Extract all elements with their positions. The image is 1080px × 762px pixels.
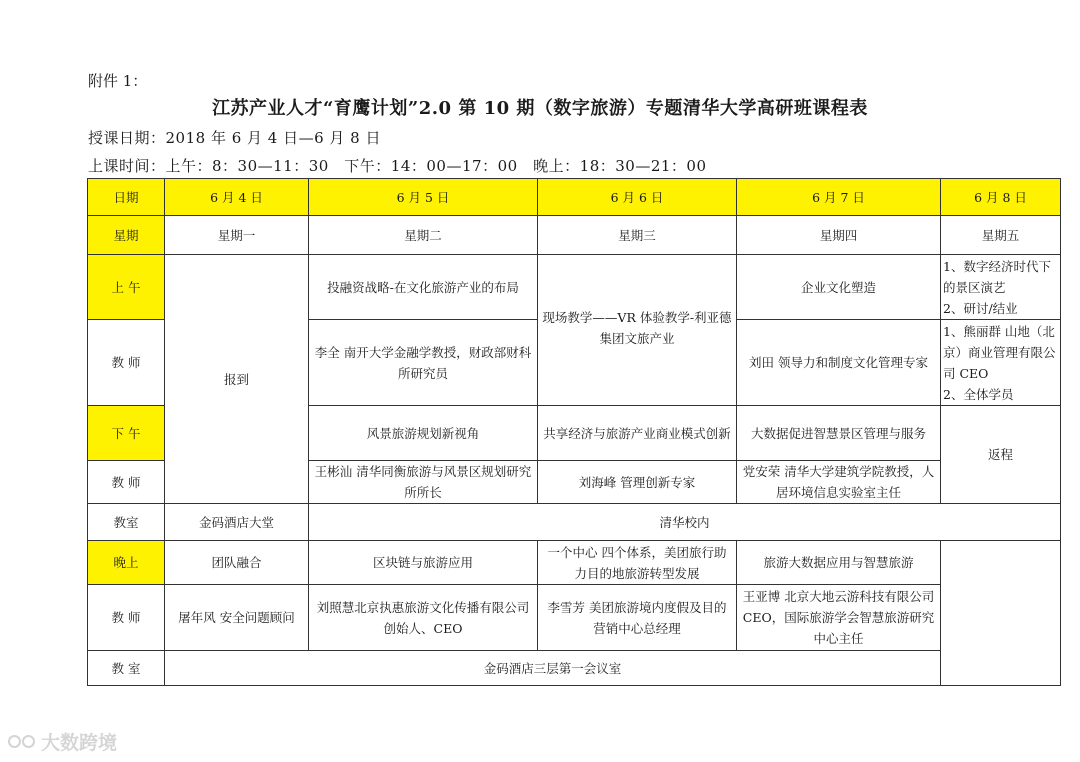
weekday-thu: 星期四	[737, 216, 941, 255]
weekday-tue: 星期二	[309, 216, 538, 255]
page-title: 江苏产业人才“育鹰计划”2.0 第 10 期（数字旅游）专题清华大学高研班课程表	[212, 98, 868, 119]
evening-row	[88, 541, 1061, 585]
attachment-label: 附件 1：	[88, 72, 148, 90]
fri-morning-teacher: 1、熊丽群 山地（北京）商业管理有限公司 CEO 2、全体学员	[941, 320, 1061, 406]
tue-morning-course: 投融资战略-在文化旅游产业的布局	[309, 255, 538, 320]
fri-afternoon-return: 返程	[941, 406, 1061, 504]
thu-morning-course: 企业文化塑造	[737, 255, 941, 320]
fri-morning-course: 1、数字经济时代下的景区演艺 2、研讨/结业	[941, 255, 1061, 320]
class-hours: 上课时间：上午：8：30—11：30 下午：14：00—17：00 晚上：18：30—21：00	[88, 157, 707, 175]
weekday-mon: 星期一	[165, 216, 309, 255]
teaching-dates: 授课日期：2018 年 6 月 4 日—6 月 8 日	[88, 129, 381, 147]
weekday-header-row	[88, 216, 1061, 255]
date-header-wed: 6 月 6 日	[538, 179, 737, 216]
classroom-row	[88, 504, 1061, 541]
watermark	[8, 728, 117, 755]
watermark-logo-icon	[8, 735, 35, 748]
thu-morning-teacher: 刘田 领导力和制度文化管理专家	[737, 320, 941, 406]
tue-fri-classroom: 清华校内	[309, 504, 1061, 541]
evening-teacher-row	[88, 585, 1061, 651]
fri-evening-empty	[941, 541, 1061, 686]
classroom-row-2	[88, 651, 1061, 686]
mon-day-cell: 报到	[165, 255, 309, 504]
date-header-label: 日期	[88, 179, 165, 216]
tue-morning-teacher: 李全 南开大学金融学教授，财政部财科所研究员	[309, 320, 538, 406]
mon-evening-teacher: 屠年风 安全问题顾问	[165, 585, 309, 651]
row-label-morning: 上 午	[88, 255, 165, 320]
row-label-classroom-2: 教 室	[88, 651, 165, 686]
thu-afternoon-course: 大数据促进智慧景区管理与服务	[737, 406, 941, 461]
date-header-tue: 6 月 5 日	[309, 179, 538, 216]
weekday-header-label: 星期	[88, 216, 165, 255]
thu-afternoon-teacher: 党安荣 清华大学建筑学院教授，人居环境信息实验室主任	[737, 461, 941, 504]
mon-evening-course: 团队融合	[165, 541, 309, 585]
thu-evening-teacher: 王亚博 北京大地云游科技有限公司 CEO，国际旅游学会智慧旅游研究中心主任	[737, 585, 941, 651]
date-header-mon: 6 月 4 日	[165, 179, 309, 216]
watermark-text: 大数跨境	[41, 732, 118, 754]
row-label-classroom: 教室	[88, 504, 165, 541]
wed-afternoon-course: 共享经济与旅游产业商业模式创新	[538, 406, 737, 461]
row-label-teacher: 教 师	[88, 320, 165, 406]
evening-classroom: 金码酒店三层第一会议室	[165, 651, 941, 686]
thu-evening-course: 旅游大数据应用与智慧旅游	[737, 541, 941, 585]
wed-afternoon-teacher: 刘海峰 管理创新专家	[538, 461, 737, 504]
morning-row	[88, 255, 1061, 320]
row-label-teacher-2: 教 师	[88, 461, 165, 504]
tue-afternoon-teacher: 王彬汕 清华同衡旅游与风景区规划研究所所长	[309, 461, 538, 504]
course-schedule-table	[87, 178, 1061, 686]
mon-classroom: 金码酒店大堂	[165, 504, 309, 541]
wed-evening-teacher: 李雪芳 美团旅游境内度假及目的营销中心总经理	[538, 585, 737, 651]
date-header-row	[88, 179, 1061, 216]
wed-evening-course: 一个中心 四个体系，美团旅行助力目的地旅游转型发展	[538, 541, 737, 585]
date-header-thu: 6 月 7 日	[737, 179, 941, 216]
weekday-fri: 星期五	[941, 216, 1061, 255]
tue-afternoon-course: 风景旅游规划新视角	[309, 406, 538, 461]
row-label-evening: 晚上	[88, 541, 165, 585]
date-header-fri: 6 月 8 日	[941, 179, 1061, 216]
tue-evening-teacher: 刘照慧北京执惠旅游文化传播有限公司创始人、CEO	[309, 585, 538, 651]
tue-evening-course: 区块链与旅游应用	[309, 541, 538, 585]
row-label-afternoon: 下 午	[88, 406, 165, 461]
wed-morning-course: 现场教学——VR 体验教学-利亚德集团文旅产业	[538, 255, 737, 406]
weekday-wed: 星期三	[538, 216, 737, 255]
row-label-teacher-3: 教 师	[88, 585, 165, 651]
